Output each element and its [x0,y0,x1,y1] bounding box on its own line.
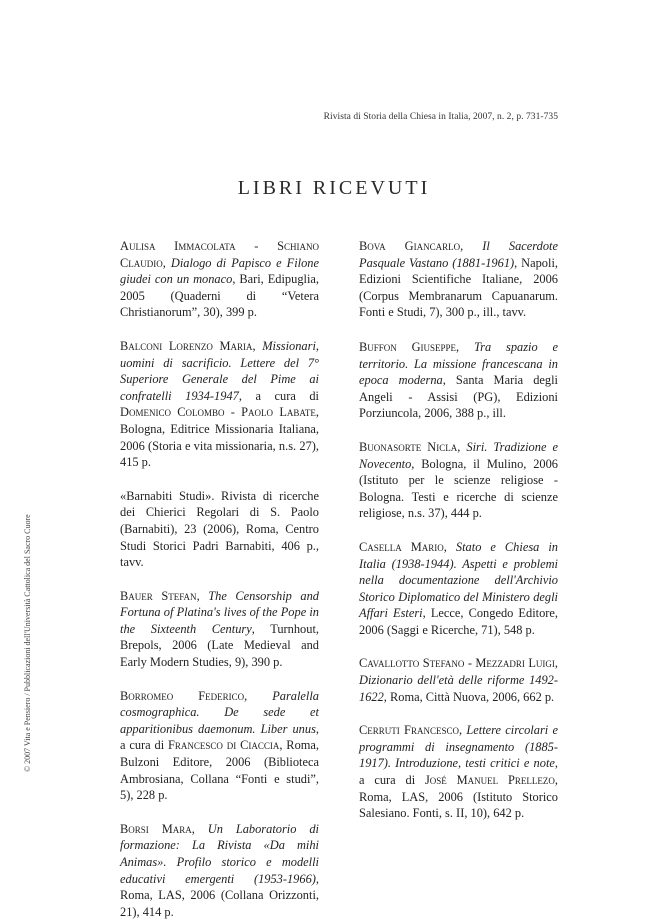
entry-title: Siri. Tradizione e Novecento [359,439,558,471]
entry-title: Dialogo di Papisco e Filone giudei con un monaco [120,255,319,287]
entry-author: Cavallotto Stefano - Mezzadri Luigi [359,656,555,671]
entry-rest: , Napoli, Edizioni Scientifiche Italiane, 2006 (Corpus Membranarum Capuanarum. Fonti e Studi, 7), 300 p., ill., tavv. [359,255,558,320]
entry-author: Bova Giancarlo [359,239,461,253]
entry-rest: , Lecce, Congedo Editore, 2006 (Saggi e Ricerche, 71), 548 p. [359,606,559,637]
entry-rest: , Bologna, Editrice Missionaria Italiana, 2006 (Storia e vita missionaria, n.s. 27), 415 p. [120,405,319,470]
bibliography-entry: Borsi Mara, Un Laboratorio di formazione: La Rivista «Da mihi Animas». Profilo storico e modelli educativi emergenti (1953-1966), Roma, LAS, 2006 (Collana Orizzonti, 21), 414 p. [120,821,319,919]
bibliography-entry: Cavallotto Stefano - Mezzadri Luigi, Dizionario dell'età delle riforme 1492-1622, Roma, Città Nuova, 2006, 662 p. [359,656,558,704]
entry-author: Borromeo Federico [120,688,245,703]
entry-author: Buonasorte Nicla [359,439,458,454]
entry-author: Bauer Stefan [120,588,197,603]
entry-author: Aulisa Immacolata - Schiano Claudio [120,239,319,270]
entry-author: Borsi Mara [120,821,192,836]
entry-title: Missionari, uomini di sacrificio. Lettere del 7° Superiore Generale del Pime ai confratelli 1934-1947 [120,338,319,403]
entry-editor: Francesco di Ciaccia [168,738,280,753]
entry-title: Lettere circolari e programmi di insegnamento (1885-1917). Introduzione, testi critici e note [359,723,559,771]
entry-editor: José Manuel Prellezo [424,773,555,788]
entry-author: Buffon Giuseppe [359,339,457,354]
entry-editor: Domenico Colombo - Paolo Labate [120,405,316,420]
bibliography-entry: Buonasorte Nicla, Siri. Tradizione e Novecento, Bologna, il Mulino, 2006 (Istituto per le scienze religiose - Bologna. Testi e ricerche di scienze religiose, n.s. 37), 444 p. [359,439,558,521]
entry-mid: , a cura di [120,721,319,753]
entry-rest: Roma, Città Nuova, 2006, 662 p. [386,689,555,704]
bibliography-entry: Aulisa Immacolata - Schiano Claudio, Dialogo di Papisco e Filone giudei con un monaco, Bari, Edipuglia, 2005 (Quaderni di “Vetera Christianorum”, 30), 399 p. [120,239,319,320]
entry-rest: , Bari, Edipuglia, 2005 (Quaderni di “Vetera Christianorum”, 30), 399 p. [120,272,319,320]
bibliography-entry: Buffon Giuseppe, Tra spazio e territorio. La missione francescana in epoca moderna, Santa Maria degli Angeli - Assisi (PG), Edizioni Porziuncola, 2006, 388 p., ill. [359,339,559,421]
bibliography-entry: Cerruti Francesco, Lettere circolari e programmi di insegnamento (1885-1917). Introduzione, testi critici e note, a cura di José Manuel Prellezo, Roma, LAS, 2006 (Istituto Storico Salesiano. Fonti, s. II, 10), 642 p. [359,723,559,821]
page-title: LIBRI RICEVUTI [237,177,431,199]
entry-rest: , Bologna, il Mulino, 2006 (Istituto per le scienze religiose - Bologna. Testi e ricerche di scienze religiose, n.s. 37), 444 p. [359,456,558,521]
entry-title: Stato e Chiesa in Italia (1938-1944). Aspetti e problemi nella documentazione dell'Archivio Storico Diplomatico del Ministero degli Affari Esteri [359,539,558,621]
journal-header: Rivista di Storia della Chiesa in Italia, 2007, n. 2, p. 731-735 [323,112,558,122]
entry-title: The Censorship and Fortuna of Platina's lives of the Pope in the Sixteenth Century [120,588,319,636]
entry-rest: , Roma, Bulzoni Editore, 2006 (Biblioteca Ambrosiana, Collana “Fonti e studi”, 5), 228 p. [120,738,319,803]
entry-plain: «Barnabiti Studi». Rivista di ricerche dei Chierici Regolari di S. Paolo (Barnabiti), 23 (2006), Roma, Centro Studi Storici Padri Barnabiti, 406 p., tavv. [120,488,319,570]
right-column [359,238,558,822]
copyright-sidebar: © 2007 Vita e Pensiero / Pubblicazioni dell'Università Cattolica del Sacro Cuore [23,514,32,772]
entry-rest: , Santa Maria degli Angeli - Assisi (PG), Edizioni Porziuncola, 2006, 388 p., ill. [359,373,559,421]
entry-rest: , Turnhout, Brepols, 2006 (Late Medieval and Early Modern Studies, 9), 390 p. [120,621,319,670]
bibliography-entry: Borromeo Federico, Paralella cosmographica. De sede et apparitionibus daemonum. Liber unus, a cura di Francesco di Ciaccia, Roma, Bulzoni Editore, 2006 (Biblioteca Ambrosiana, Collana “Fonti e studi”, 5), 228 p. [120,688,319,803]
entry-title: Un Laboratorio di formazione: La Rivista «Da mihi Animas». Profilo storico e modelli educativi emergenti (1953-1966), [120,821,319,886]
bibliography-entry: Casella Mario, Stato e Chiesa in Italia (1938-1944). Aspetti e problemi nella documentazione dell'Archivio Storico Diplomatico del Ministero degli Affari Esteri, Lecce, Congedo Editore, 2006 (Saggi e Ricerche, 71), 548 p. [359,539,559,637]
bibliography-entry: Bova Giancarlo, Il Sacerdote Pasquale Vastano (1881-1961), Napoli, Edizioni Scientifiche Italiane, 2006 (Corpus Membranarum Capuanarum. Fonti e Studi, 7), 300 p., ill., tavv. [359,239,558,320]
entry-author: Cerruti Francesco [359,723,459,738]
entry-rest: , Roma, LAS, 2006 (Istituto Storico Salesiano. Fonti, s. II, 10), 642 p. [359,773,558,821]
entry-mid: , a cura di [238,388,319,403]
entry-rest: Roma, LAS, 2006 (Collana Orizzonti, 21), 414 p. [120,888,319,919]
entry-title: Tra spazio e territorio. La missione francescana in epoca moderna [359,339,558,388]
entry-title: Paralella cosmographica. De sede et apparitionibus daemonum. Liber unus [120,688,319,736]
entry-mid: , a cura di [359,756,558,788]
left-column [120,238,319,920]
bibliography-entry [120,488,319,571]
bibliography-entry: Balconi Lorenzo Maria, Missionari, uomini di sacrificio. Lettere del 7° Superiore Generale del Pime ai confratelli 1934-1947, a cura di Domenico Colombo - Paolo Labate, Bologna, Editrice Missionaria Italiana, 2006 (Storia e vita missionaria, n.s. 27), 415 p. [120,338,319,470]
entry-title: Il Sacerdote Pasquale Vastano (1881-1961) [359,239,558,270]
entry-author: Balconi Lorenzo Maria [120,338,253,353]
entry-title: Dizionario dell'età delle riforme 1492-1622, [359,673,558,704]
entry-author: Casella Mario [359,539,444,554]
bibliography-entry: Bauer Stefan, The Censorship and Fortuna of Platina's lives of the Pope in the Sixteenth Century, Turnhout, Brepols, 2006 (Late Medieval and Early Modern Studies, 9), 390 p. [120,588,319,670]
